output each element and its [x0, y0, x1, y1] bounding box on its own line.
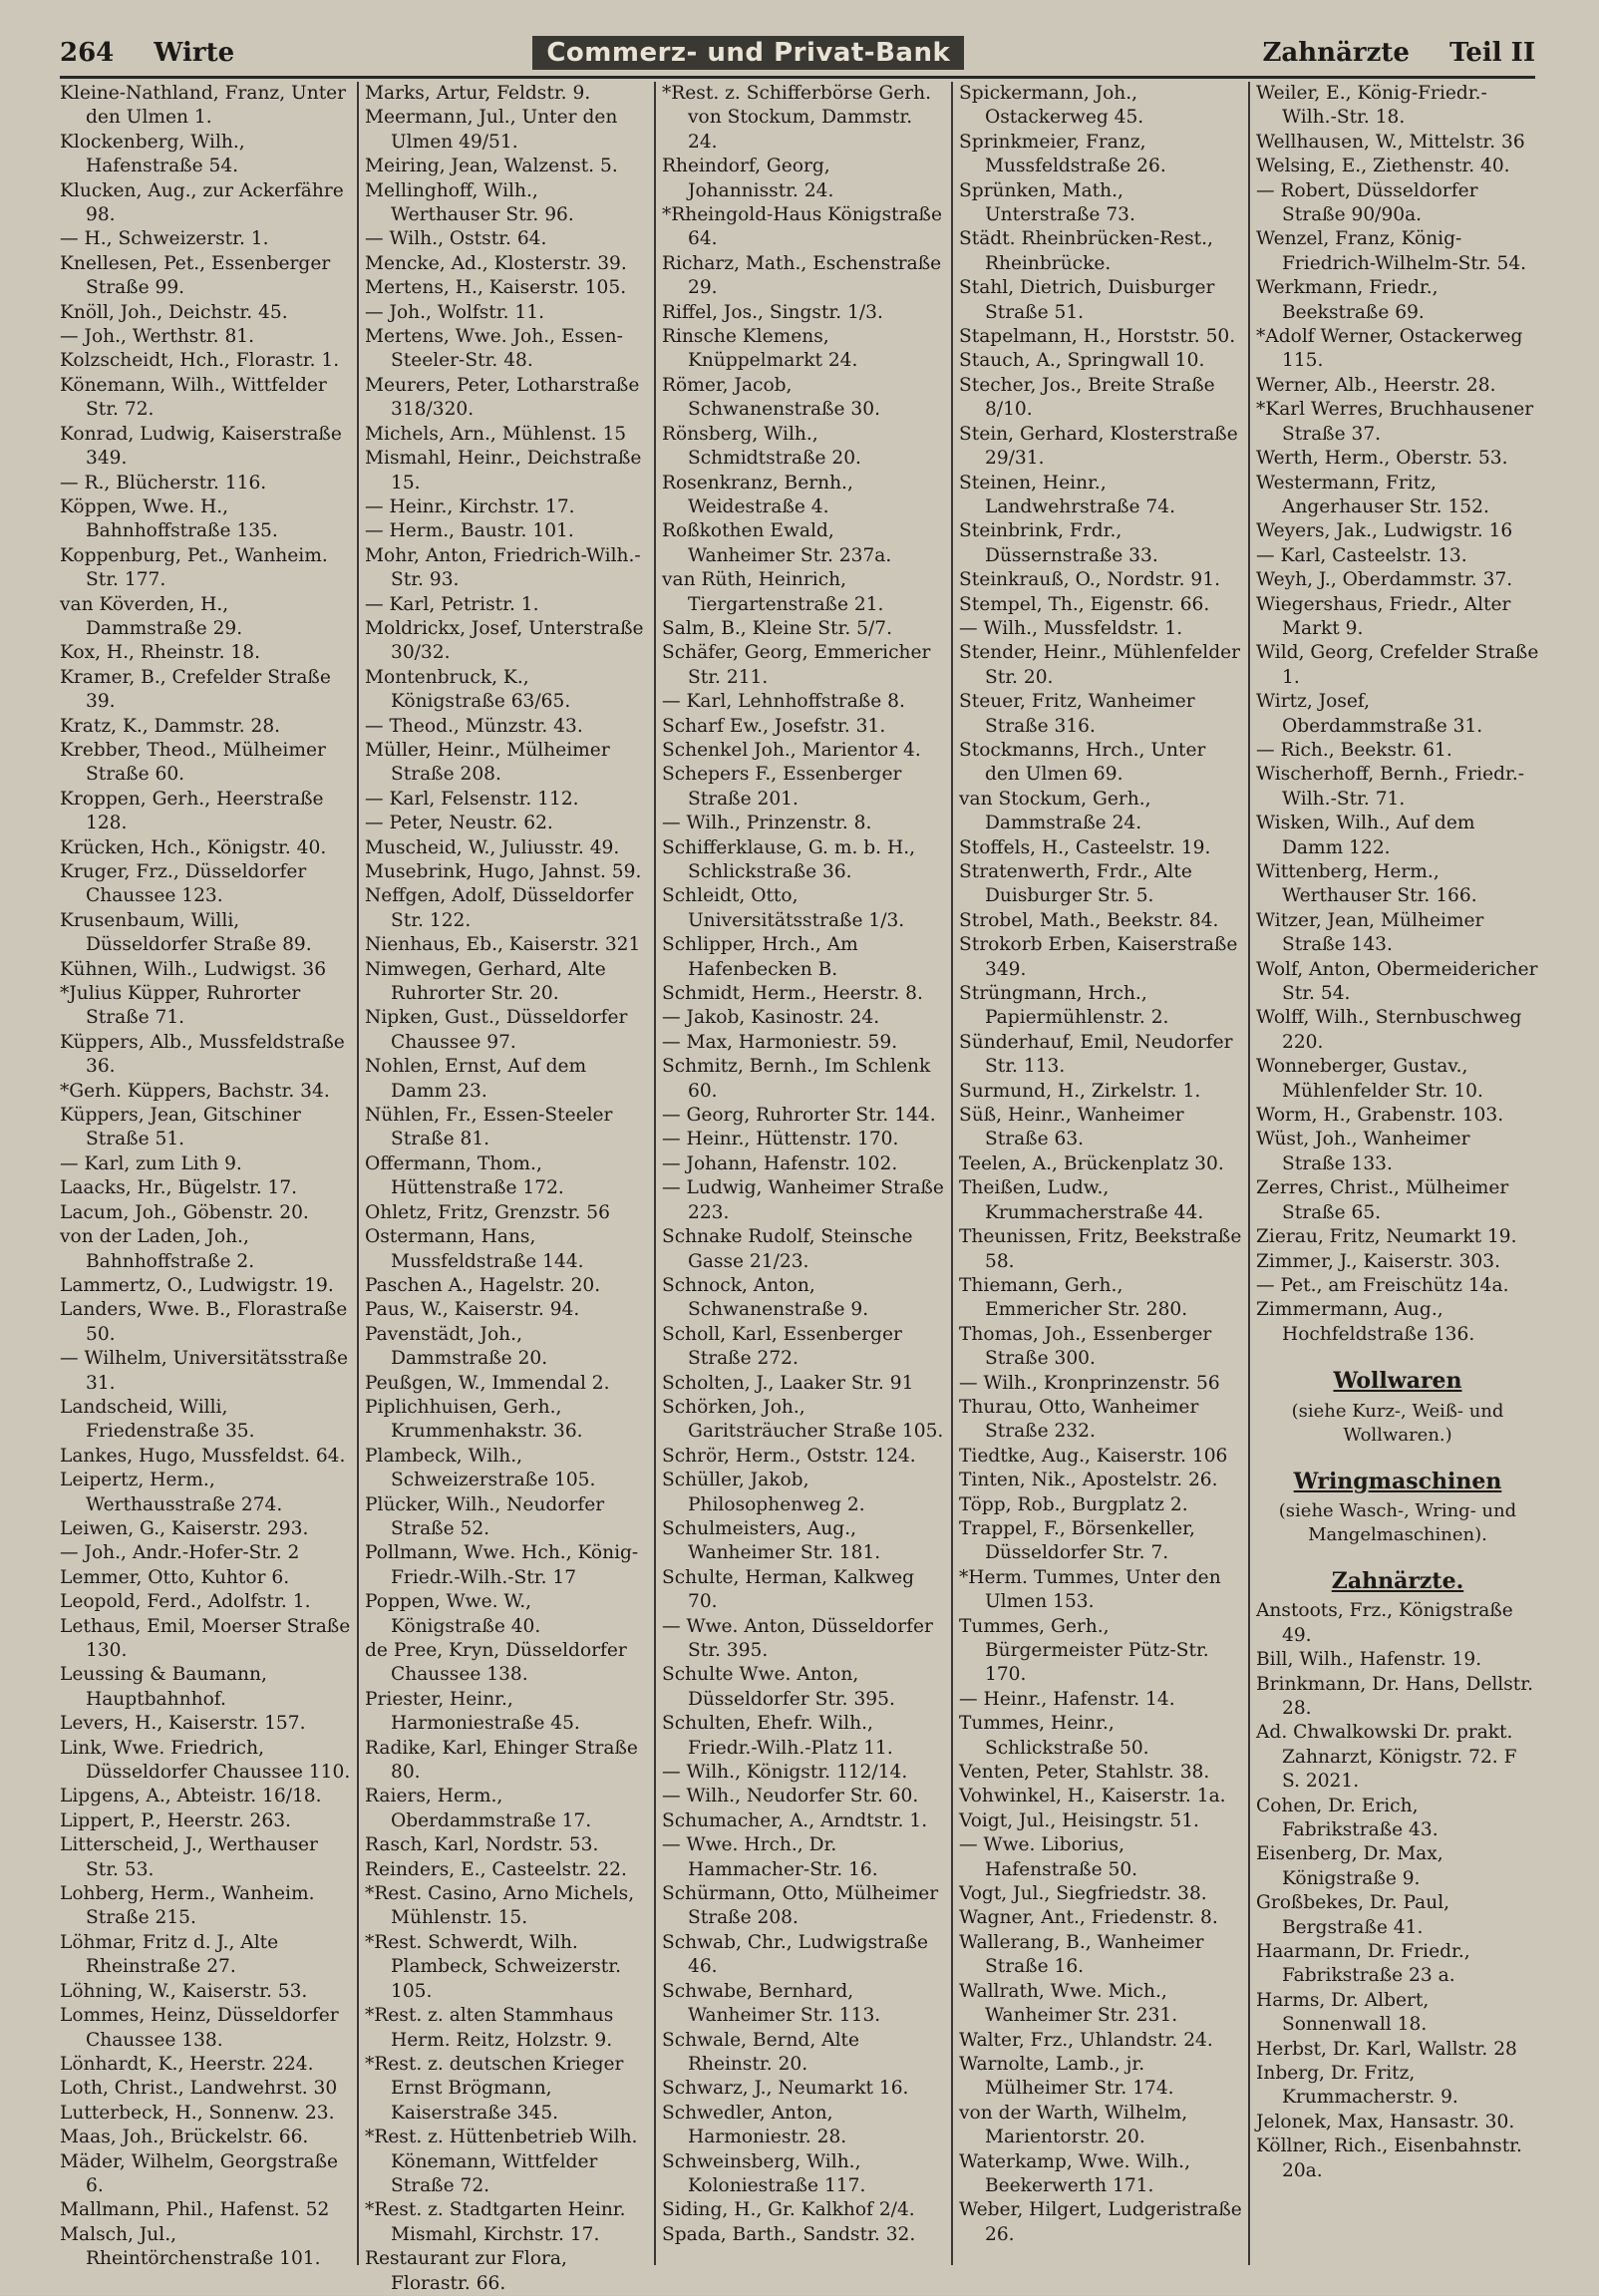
directory-entry: von der Laden, Joh., Bahnhoffstraße 2.	[60, 1226, 255, 1272]
directory-entry: Leussing & Baumann, Hauptbahnhof.	[60, 1664, 267, 1710]
directory-entry: Maas, Joh., Brückelstr. 66.	[60, 2127, 309, 2148]
directory-entry: Stoffels, H., Casteelstr. 19.	[959, 836, 1211, 858]
directory-entry: Steinen, Heinr., Landwehrstraße 74.	[959, 472, 1175, 517]
directory-entry: Theißen, Ludw., Krummacherstraße 44.	[959, 1177, 1204, 1223]
directory-entry: Schumacher, A., Arndtstr. 1.	[662, 1809, 928, 1831]
directory-entry: Moldrickx, Josef, Unterstraße 30/32.	[365, 617, 644, 664]
directory-entry: Paus, W., Kaiserstr. 94.	[365, 1299, 580, 1321]
directory-entry: Schwabe, Bernhard, Wanheimer Str. 113.	[662, 1980, 881, 2027]
directory-entry: Welsing, E., Ziethenstr. 40.	[1256, 156, 1510, 177]
directory-entry: Spada, Barth., Sandstr. 32.	[662, 2223, 916, 2245]
directory-entry: Schlipper, Hrch., Am Hafenbecken B.	[662, 934, 858, 980]
directory-entry: Tinten, Nik., Apostelstr. 26.	[959, 1470, 1218, 1491]
directory-entry: Tummes, Heinr., Schlickstraße 50.	[959, 1713, 1149, 1759]
section-name-left: Wirte	[154, 38, 235, 68]
directory-entry: Pollmann, Wwe. Hch., König-Friedr.-Wilh.-Str. 17	[365, 1542, 639, 1588]
directory-entry: Voigt, Jul., Heisingstr. 51.	[959, 1809, 1199, 1831]
directory-entry: Nimwegen, Gerhard, Alte Ruhrorter Str. 20.	[365, 958, 606, 1005]
directory-entry: Schulten, Ehefr. Wilh., Friedr.-Wilh.-Platz 11.	[662, 1713, 893, 1759]
directory-entry: Löhning, W., Kaiserstr. 53.	[60, 1980, 308, 2002]
directory-entry: *Rest. Casino, Arno Michels, Mühlenstr. 15.	[365, 1883, 635, 1929]
directory-entry: Spickermann, Joh., Ostackerweg 45.	[959, 83, 1144, 129]
directory-entry: — H., Schweizerstr. 1.	[60, 228, 269, 250]
directory-entry: Werth, Herm., Oberstr. 53.	[1256, 448, 1508, 470]
directory-entry: Kleine-Nathland, Franz, Unter den Ulmen 1.	[60, 83, 347, 129]
directory-entry: Lönhardt, K., Heerstr. 224.	[60, 2053, 314, 2075]
directory-entry: Schäfer, Georg, Emmericher Str. 211.	[662, 642, 931, 688]
directory-entry: Schulte Wwe. Anton, Düsseldorfer Str. 395.	[662, 1664, 895, 1710]
directory-entry: Raiers, Herm., Oberdammstraße 17.	[365, 1786, 592, 1831]
directory-entry: Schnake Rudolf, Steinsche Gasse 21/23.	[662, 1226, 913, 1272]
directory-entry: Wiegershaus, Friedr., Alter Markt 9.	[1256, 593, 1511, 639]
directory-entry: Lemmer, Otto, Kuhtor 6.	[60, 1566, 290, 1588]
directory-entry: Großbekes, Dr. Paul, Bergstraße 41.	[1256, 1892, 1450, 1938]
directory-entry: Michels, Arn., Mühlenst. 15	[365, 423, 627, 445]
page-header	[60, 32, 1535, 74]
directory-entry: Wischerhoff, Bernh., Friedr.-Wilh.-Str. 71.	[1256, 764, 1525, 810]
column-1	[60, 82, 357, 2270]
directory-entry: Strüngmann, Hrch., Papiermühlenstr. 2.	[959, 983, 1169, 1029]
directory-entry: Schüller, Jakob, Philosophenweg 2.	[662, 1470, 865, 1515]
directory-entry: *Julius Küpper, Ruhrorter Straße 71.	[60, 983, 301, 1029]
directory-entry: Witzer, Jean, Mülheimer Straße 143.	[1256, 909, 1484, 956]
directory-entry: Wellhausen, W., Mittelstr. 36	[1256, 131, 1525, 153]
note-wollwaren: (siehe Kurz-, Weiß- und Wollwaren.)	[1291, 1400, 1504, 1446]
directory-entry: Lommes, Heinz, Düsseldorfer Chaussee 138.	[60, 2005, 339, 2051]
directory-entry: Bill, Wilh., Hafenstr. 19.	[1256, 1649, 1482, 1671]
directory-entry: Link, Wwe. Friedrich, Düsseldorfer Chaussee 110.	[60, 1737, 351, 1784]
directory-entry: Venten, Peter, Stahlstr. 38.	[959, 1762, 1210, 1784]
dentist-entries	[1256, 1599, 1539, 2183]
directory-entry: — Max, Harmoniestr. 59.	[662, 1031, 898, 1053]
directory-entry: Schenkel Joh., Marientor 4.	[662, 739, 921, 761]
directory-entry: — Joh., Wolfstr. 11.	[365, 301, 544, 323]
directory-entry: Schifferklause, G. m. b. H., Schlickstraße 36.	[662, 836, 916, 882]
directory-entry: Jelonek, Max, Hansastr. 30.	[1256, 2111, 1515, 2132]
directory-entry: Malsch, Jul., Rheintörchenstraße 101.	[60, 2223, 321, 2270]
directory-entry: Mertens, H., Kaiserstr. 105.	[365, 277, 627, 299]
directory-entry: Steinkrauß, O., Nordstr. 91.	[959, 569, 1220, 591]
directory-entry: Walter, Frz., Uhlandstr. 24.	[959, 2029, 1213, 2051]
column-2	[357, 82, 654, 2294]
directory-entry: Scharf Ew., Josefstr. 31.	[662, 715, 886, 737]
directory-entry: Wallrath, Wwe. Mich., Wanheimer Str. 231.	[959, 1980, 1178, 2027]
directory-entry: Wenzel, Franz, König-Friedrich-Wilhelm-Str. 54.	[1256, 228, 1527, 274]
directory-entry: Restaurant zur Flora, Florastr. 66.	[365, 2248, 567, 2294]
directory-entry: Knellesen, Pet., Essenberger Straße 99.	[60, 252, 331, 299]
directory-entry: — Heinr., Hüttenstr. 170.	[662, 1129, 899, 1150]
directory-entry: Schweinsberg, Wilh., Koloniestraße 117.	[662, 2150, 866, 2196]
directory-entry: Schleidt, Otto, Universitätsstraße 1/3.	[662, 885, 905, 931]
directory-entry: Kroppen, Gerh., Heerstraße 128.	[60, 788, 324, 834]
directory-entry: Zimmermann, Aug., Hochfeldstraße 136.	[1256, 1299, 1475, 1345]
directory-entry: Mismahl, Heinr., Deichstraße 15.	[365, 448, 642, 493]
directory-entry: Harms, Dr. Albert, Sonnenwall 18.	[1256, 1989, 1430, 2036]
directory-entry: — Karl, zum Lith 9.	[60, 1152, 242, 1174]
directory-entry: Leipertz, Herm., Werthausstraße 274.	[60, 1470, 283, 1515]
directory-entry: Kolzscheidt, Hch., Florastr. 1.	[60, 350, 340, 372]
directory-entry: Wüst, Joh., Wanheimer Straße 133.	[1256, 1129, 1470, 1174]
directory-entry: — Joh., Andr.-Hofer-Str. 2	[60, 1542, 300, 1564]
directory-entry: — Karl, Lehnhoffstraße 8.	[662, 691, 905, 713]
directory-entry: Eisenberg, Dr. Max, Königstraße 9.	[1256, 1843, 1443, 1889]
directory-entry: *Karl Werres, Bruchhausener Straße 37.	[1256, 399, 1534, 445]
directory-entry: Stauch, A., Springwall 10.	[959, 350, 1205, 372]
directory-entry: *Adolf Werner, Ostackerweg 115.	[1256, 326, 1523, 372]
directory-entry: Steuer, Fritz, Wanheimer Straße 316.	[959, 691, 1195, 737]
directory-entry: Rheindorf, Georg, Johannisstr. 24.	[662, 156, 834, 201]
directory-entry: Mohr, Anton, Friedrich-Wilh.-Str. 93.	[365, 544, 641, 591]
heading-zahnaerzte: Zahnärzte.	[1331, 1567, 1464, 1594]
directory-entry: — Johann, Hafenstr. 102.	[662, 1152, 898, 1174]
directory-entry: Wirtz, Josef, Oberdammstraße 31.	[1256, 691, 1483, 737]
directory-entry: — Karl, Felsenstr. 112.	[365, 788, 579, 810]
directory-entry: Stratenwerth, Frdr., Alte Duisburger Str. 5.	[959, 861, 1192, 907]
directory-entry: Mencke, Ad., Klosterstr. 39.	[365, 252, 627, 274]
directory-entry: van Köverden, H., Dammstraße 29.	[60, 593, 243, 639]
directory-entry: Schwarz, J., Neumarkt 16.	[662, 2078, 909, 2100]
directory-entry: Vogt, Jul., Siegfriedstr. 38.	[959, 1883, 1207, 1905]
directory-entry: Lacum, Joh., Göbenstr. 20.	[60, 1201, 309, 1223]
directory-entry: Surmund, H., Zirkelstr. 1.	[959, 1080, 1201, 1102]
directory-entry: Worm, H., Grabenstr. 103.	[1256, 1105, 1504, 1127]
directory-entry: Herbst, Dr. Karl, Wallstr. 28	[1256, 2038, 1517, 2060]
column-5	[1248, 82, 1545, 2265]
directory-entry: — Heinr., Hafenstr. 14.	[959, 1688, 1175, 1710]
directory-entry: Süß, Heinr., Wanheimer Straße 63.	[959, 1105, 1184, 1150]
directory-entry: Koppenburg, Pet., Wanheim. Str. 177.	[60, 544, 328, 591]
directory-entry: — Pet., am Freischütz 14a.	[1256, 1274, 1509, 1296]
directory-entry: Schmidt, Herm., Heerstr. 8.	[662, 983, 923, 1005]
directory-entry: Löhmar, Fritz d. J., Alte Rheinstraße 27.	[60, 1931, 279, 1978]
directory-entry: Salm, B., Kleine Str. 5/7.	[662, 617, 893, 639]
directory-entry: Weyh, J., Oberdammstr. 37.	[1256, 569, 1513, 591]
directory-entry: Schörken, Joh., Garitsträucher Straße 105.	[662, 1396, 944, 1443]
column-3	[654, 82, 951, 2265]
directory-entry: Köppen, Wwe. H., Bahnhoffstraße 135.	[60, 495, 278, 542]
directory-entry: Landers, Wwe. B., Florastraße 50.	[60, 1299, 348, 1345]
directory-entry: Stecher, Jos., Breite Straße 8/10.	[959, 374, 1215, 421]
directory-entry: Köllner, Rich., Eisenbahnstr. 20a.	[1256, 2135, 1522, 2181]
directory-entry: Tummes, Gerh., Bürgermeister Pütz-Str. 170.	[959, 1615, 1209, 1686]
directory-entry: Strobel, Math., Beekstr. 84.	[959, 909, 1219, 931]
directory-entry: Inberg, Dr. Fritz, Krummacherstr. 9.	[1256, 2063, 1458, 2109]
directory-entry: van Stockum, Gerh., Dammstraße 24.	[959, 788, 1151, 834]
directory-entry: Lohberg, Herm., Wanheim. Straße 215.	[60, 1883, 315, 1929]
directory-entry: Schulmeisters, Aug., Wanheimer Str. 181.	[662, 1517, 881, 1564]
directory-entry: Römer, Jacob, Schwanenstraße 30.	[662, 374, 880, 421]
directory-entry: — Wilh., Neudorfer Str. 60.	[662, 1786, 919, 1807]
directory-entry: Meurers, Peter, Lotharstraße 318/320.	[365, 374, 640, 421]
directory-entry: Sprünken, Math., Unterstraße 73.	[959, 179, 1135, 226]
directory-entry: Mäder, Wilhelm, Georgstraße 6.	[60, 2150, 339, 2196]
directory-entry: Könemann, Wilh., Wittfelder Str. 72.	[60, 374, 327, 421]
directory-entry: Kruger, Frz., Düsseldorfer Chaussee 123.	[60, 861, 307, 907]
directory-entry: Stein, Gerhard, Klosterstraße 29/31.	[959, 423, 1238, 470]
directory-entry: *Rest. z. Hüttenbetrieb Wilh. Könemann, Wittfelder Straße 72.	[365, 2127, 638, 2196]
directory-entry: — Wilhelm, Universitätsstraße 31.	[60, 1348, 349, 1394]
directory-entry: Stender, Heinr., Mühlenfelder Str. 20.	[959, 642, 1241, 688]
directory-entry: Nienhaus, Eb., Kaiserstr. 321	[365, 934, 641, 956]
bank-banner: Commerz- und Privat-Bank	[532, 36, 964, 70]
column-4	[951, 82, 1248, 2265]
directory-entry: Schmitz, Bernh., Im Schlenk 60.	[662, 1056, 931, 1102]
directory-entry: — Joh., Werthstr. 81.	[60, 326, 255, 348]
directory-entry: Muscheid, W., Juliusstr. 49.	[365, 836, 620, 858]
directory-entry: — Jakob, Kasinostr. 24.	[662, 1007, 880, 1029]
directory-entry: Zierau, Fritz, Neumarkt 19.	[1256, 1226, 1517, 1248]
directory-entry: *Rest. Schwerdt, Wilh. Plambeck, Schweizerstr. 105.	[365, 1931, 622, 2002]
directory-entry: Lippert, P., Heerstr. 263.	[60, 1809, 291, 1831]
column-5-entries	[1256, 82, 1539, 1347]
directory-entry: — Wilh., Prinzenstr. 8.	[662, 813, 872, 834]
directory-entry: Litterscheid, J., Werthauser Str. 53.	[60, 1834, 318, 1880]
directory-entry: *Rest. z. alten Stammhaus Herm. Reitz, Holzstr. 9.	[365, 2005, 614, 2051]
directory-entry: Stockmanns, Hrch., Unter den Ulmen 69.	[959, 739, 1206, 786]
directory-entry: — R., Blücherstr. 116.	[60, 472, 267, 493]
directory-entry: Musebrink, Hugo, Jahnst. 59.	[365, 861, 642, 882]
note-wringmaschinen: (siehe Wasch-, Wring- und Mangelmaschinen).	[1278, 1499, 1517, 1545]
directory-entry: *Herm. Tummes, Unter den Ulmen 153.	[959, 1566, 1221, 1613]
directory-entry: — Herm., Baustr. 101.	[365, 520, 574, 542]
directory-entry: Pavenstädt, Joh., Dammstraße 20.	[365, 1323, 548, 1370]
directory-entry: Rönsberg, Wilh., Schmidtstraße 20.	[662, 423, 861, 470]
directory-entry: Weyers, Jak., Ludwigstr. 16	[1256, 520, 1513, 542]
directory-entry: — Robert, Düsseldorfer Straße 90/90a.	[1256, 179, 1478, 226]
directory-entry: Werner, Alb., Heerstr. 28.	[1256, 374, 1496, 396]
directory-entry: Riffel, Jos., Singstr. 1/3.	[662, 301, 883, 323]
directory-entry: Wonneberger, Gustav., Mühlenfelder Str. 10.	[1256, 1056, 1483, 1102]
header-rule	[60, 76, 1535, 79]
directory-entry: Nohlen, Ernst, Auf dem Damm 23.	[365, 1056, 587, 1102]
directory-entry: Offermann, Thom., Hüttenstraße 172.	[365, 1152, 564, 1199]
directory-entry: Mellinghoff, Wilh., Werthauser Str. 96.	[365, 179, 574, 226]
directory-entry: Neffgen, Adolf, Düsseldorfer Str. 122.	[365, 885, 634, 931]
directory-entry: Plambeck, Wilh., Schweizerstraße 105.	[365, 1445, 596, 1491]
directory-entry: Sprinkmeier, Franz, Mussfeldstraße 26.	[959, 131, 1166, 177]
directory-entry: Werkmann, Friedr., Beekstraße 69.	[1256, 277, 1439, 323]
directory-entry: — Wilh., Mussfeldstr. 1.	[959, 617, 1183, 639]
directory-entry: — Wwe. Liborius, Hafenstraße 50.	[959, 1834, 1138, 1880]
directory-entry: Loth, Christ., Landwehrst. 30	[60, 2078, 338, 2100]
directory-entry: Landscheid, Willi, Friedenstraße 35.	[60, 1396, 255, 1443]
directory-entry: Krücken, Hch., Königstr. 40.	[60, 836, 327, 858]
directory-entry: Krebber, Theod., Mülheimer Straße 60.	[60, 739, 326, 786]
directory-entry: Meermann, Jul., Unter den Ulmen 49/51.	[365, 107, 618, 153]
directory-entry: *Rest. z. deutschen Krieger Ernst Brögmann, Kaiserstraße 345.	[365, 2053, 624, 2124]
directory-entry: Radike, Karl, Ehinger Straße 80.	[365, 1737, 638, 1784]
directory-entry: Waterkamp, Wwe. Wilh., Beekerwerth 171.	[959, 2150, 1190, 2196]
directory-entry: Thiemann, Gerh., Emmericher Str. 280.	[959, 1274, 1188, 1321]
directory-entry: Warnolte, Lamb., jr. Mülheimer Str. 174.	[959, 2053, 1174, 2100]
directory-entry: Weber, Hilgert, Ludgeristraße 26.	[959, 2199, 1242, 2245]
directory-entry: Rasch, Karl, Nordstr. 53.	[365, 1834, 599, 1856]
directory-entry: Brinkmann, Dr. Hans, Dellstr. 28.	[1256, 1673, 1534, 1719]
directory-entry: — Peter, Neustr. 62.	[365, 813, 553, 834]
directory-entry: Thurau, Otto, Wanheimer Straße 232.	[959, 1396, 1199, 1443]
directory-entry: Schrör, Herm., Oststr. 124.	[662, 1445, 916, 1467]
directory-entry: Richarz, Math., Eschenstraße 29.	[662, 252, 942, 299]
directory-entry: Paschen A., Hagelstr. 20.	[365, 1274, 601, 1296]
directory-entry: Schwedler, Anton, Harmoniestr. 28.	[662, 2102, 847, 2148]
directory-entry: Kramer, B., Crefelder Straße 39.	[60, 666, 331, 713]
directory-entry: Wallerang, B., Wanheimer Straße 16.	[959, 1931, 1204, 1978]
directory-entry: Kühnen, Wilh., Ludwigst. 36	[60, 958, 327, 980]
directory-entry: — Georg, Ruhrorter Str. 144.	[662, 1105, 936, 1127]
directory-entry: von der Warth, Wilhelm, Marientorstr. 20.	[959, 2102, 1188, 2148]
directory-entry: Wolff, Wilh., Sternbuschweg 220.	[1256, 1007, 1522, 1053]
directory-entry: de Pree, Kryn, Düsseldorfer Chaussee 138.	[365, 1640, 627, 1686]
directory-entry: Stapelmann, H., Horststr. 50.	[959, 326, 1236, 348]
directory-entry: Küppers, Jean, Gitschiner Straße 51.	[60, 1105, 301, 1150]
directory-entry: Weiler, E., König-Friedr.-Wilh.-Str. 18.	[1256, 83, 1487, 129]
directory-entry: Kox, H., Rheinstr. 18.	[60, 642, 260, 664]
directory-entry: Plücker, Wilh., Neudorfer Straße 52.	[365, 1493, 605, 1539]
directory-entry: Nipken, Gust., Düsseldorfer Chaussee 97.	[365, 1007, 628, 1053]
directory-entry: — Wilh., Königstr. 112/14.	[662, 1762, 908, 1784]
directory-entry: Schnock, Anton, Schwanenstraße 9.	[662, 1274, 869, 1321]
directory-entry: Ohletz, Fritz, Grenzstr. 56	[365, 1201, 610, 1223]
directory-entry: — Ludwig, Wanheimer Straße 223.	[662, 1177, 944, 1223]
directory-entry: Ad. Chwalkowski Dr. prakt. Zahnarzt, Königstr. 72. F S. 2021.	[1256, 1722, 1517, 1793]
directory-entry: — Theod., Münzstr. 43.	[365, 715, 583, 737]
directory-entry: *Rest. z. Stadtgarten Heinr. Mismahl, Kirchstr. 17.	[365, 2199, 626, 2245]
directory-entry: Steinbrink, Frdr., Düssernstraße 33.	[959, 520, 1158, 566]
directory-entry: Scholten, J., Laaker Str. 91	[662, 1372, 914, 1394]
directory-entry: Nühlen, Fr., Essen-Steeler Straße 81.	[365, 1105, 613, 1150]
directory-entry: Müller, Heinr., Mülheimer Straße 208.	[365, 739, 610, 786]
directory-entry: Piplichhuisen, Gerh., Krummenhakstr. 36.	[365, 1396, 583, 1443]
directory-entry: Leopold, Ferd., Adolfstr. 1.	[60, 1591, 311, 1613]
directory-entry: Stahl, Dietrich, Duisburger Straße 51.	[959, 277, 1215, 323]
directory-entry: Priester, Heinr., Harmoniestraße 45.	[365, 1688, 580, 1735]
directory-entry: Peußgen, W., Immendal 2.	[365, 1372, 610, 1394]
directory-entry: — Wwe. Anton, Düsseldorfer Str. 395.	[662, 1615, 933, 1661]
directory-entry: Levers, H., Kaiserstr. 157.	[60, 1713, 306, 1735]
directory-entry: Theunissen, Fritz, Beekstraße 58.	[959, 1226, 1242, 1272]
directory-entry: *Rest. z. Schifferbörse Gerh. von Stockum, Dammstr. 24.	[662, 83, 931, 153]
directory-entry: Meiring, Jean, Walzenst. 5.	[365, 156, 618, 177]
directory-entry: Roßkothen Ewald, Wanheimer Str. 237a.	[662, 520, 892, 566]
directory-entry: — Karl, Petristr. 1.	[365, 593, 539, 615]
directory-entry: Mallmann, Phil., Hafenst. 52	[60, 2199, 330, 2221]
directory-entry: van Rüth, Heinrich, Tiergartenstraße 21.	[662, 569, 884, 615]
directory-entry: Tiedtke, Aug., Kaiserstr. 106	[959, 1445, 1228, 1467]
directory-entry: Lipgens, A., Abteistr. 16/18.	[60, 1786, 322, 1807]
directory-entry: Lethaus, Emil, Moerser Straße 130.	[60, 1615, 351, 1661]
directory-entry: — Wilh., Oststr. 64.	[365, 228, 547, 250]
directory-entry: Konrad, Ludwig, Kaiserstraße 349.	[60, 423, 342, 470]
page-number: 264	[60, 38, 115, 68]
directory-entry: Anstoots, Frz., Königstraße 49.	[1256, 1600, 1513, 1646]
header-right	[1262, 38, 1535, 68]
heading-wollwaren: Wollwaren	[1333, 1368, 1462, 1395]
directory-entry: Wild, Georg, Crefelder Straße 1.	[1256, 642, 1539, 688]
directory-entry: Schürmann, Otto, Mülheimer Straße 208.	[662, 1883, 939, 1929]
directory-entry: Wolf, Anton, Obermeidericher Str. 54.	[1256, 958, 1538, 1005]
columns	[60, 82, 1545, 2294]
directory-entry: Wagner, Ant., Friedenstr. 8.	[959, 1907, 1218, 1929]
directory-entry: Siding, H., Gr. Kalkhof 2/4.	[662, 2199, 915, 2221]
directory-entry: Küppers, Alb., Mussfeldstraße 36.	[60, 1031, 345, 1078]
directory-entry: Rosenkranz, Bernh., Weidestraße 4.	[662, 472, 853, 517]
directory-entry: Mertens, Wwe. Joh., Essen-Steeler-Str. 48.	[365, 326, 623, 372]
directory-entry: Schwab, Chr., Ludwigstraße 46.	[662, 1931, 929, 1978]
directory-entry: Wittenberg, Herm., Werthauser Str. 166.	[1256, 861, 1477, 907]
directory-entry: Rinsche Klemens, Knüppelmarkt 24.	[662, 326, 858, 372]
directory-entry: Klucken, Aug., zur Ackerfähre 98.	[60, 179, 344, 226]
directory-entry: Schepers F., Essenberger Straße 201.	[662, 764, 902, 810]
directory-entry: Teelen, A., Brückenplatz 30.	[959, 1152, 1224, 1174]
directory-entry: Klockenberg, Wilh., Hafenstraße 54.	[60, 131, 245, 177]
directory-entry: Zimmer, J., Kaiserstr. 303.	[1256, 1250, 1500, 1272]
directory-entry: — Heinr., Kirchstr. 17.	[365, 495, 575, 517]
directory-entry: Kratz, K., Dammstr. 28.	[60, 715, 281, 737]
directory-entry: Thomas, Joh., Essenberger Straße 300.	[959, 1323, 1212, 1370]
directory-entry: Schwale, Bernd, Alte Rheinstr. 20.	[662, 2029, 860, 2075]
part-label: Teil II	[1448, 38, 1535, 68]
directory-entry: Knöll, Joh., Deichstr. 45.	[60, 301, 288, 323]
header-left	[60, 38, 234, 68]
directory-entry: Westermann, Fritz, Angerhauser Str. 152.	[1256, 472, 1489, 517]
directory-entry: Schulte, Herman, Kalkweg 70.	[662, 1566, 914, 1613]
directory-entry: Ostermann, Hans, Mussfeldstraße 144.	[365, 1226, 584, 1272]
directory-entry: Marks, Artur, Feldstr. 9.	[365, 83, 591, 104]
directory-entry: Töpp, Rob., Burgplatz 2.	[959, 1493, 1188, 1515]
directory-entry: Stempel, Th., Eigenstr. 66.	[959, 593, 1210, 615]
directory-entry: Reinders, E., Casteelstr. 22.	[365, 1858, 627, 1880]
directory-entry: *Gerh. Küppers, Bachstr. 34.	[60, 1080, 330, 1102]
directory-entry: Vohwinkel, H., Kaiserstr. 1a.	[959, 1786, 1226, 1807]
directory-entry: Haarmann, Dr. Friedr., Fabrikstraße 23 a.	[1256, 1941, 1470, 1987]
directory-entry: — Wwe. Hrch., Dr. Hammacher-Str. 16.	[662, 1834, 878, 1880]
directory-entry: Sünderhauf, Emil, Neudorfer Str. 113.	[959, 1031, 1233, 1078]
directory-entry: *Rheingold-Haus Königstraße 64.	[662, 204, 942, 250]
section-name-right: Zahnärzte	[1262, 38, 1410, 68]
directory-entry: Wisken, Wilh., Auf dem Damm 122.	[1256, 813, 1475, 858]
directory-entry: Scholl, Karl, Essenberger Straße 272.	[662, 1323, 902, 1370]
directory-entry: — Karl, Casteelstr. 13.	[1256, 544, 1467, 566]
directory-entry: Laacks, Hr., Bügelstr. 17.	[60, 1177, 298, 1199]
directory-entry: Städt. Rheinbrücken-Rest., Rheinbrücke.	[959, 228, 1213, 274]
directory-entry: Lammertz, O., Ludwigstr. 19.	[60, 1274, 334, 1296]
directory-entry: Krusenbaum, Willi, Düsseldorfer Straße 89.	[60, 909, 312, 956]
directory-entry: Poppen, Wwe. W., Königstraße 40.	[365, 1591, 541, 1637]
directory-entry: Lankes, Hugo, Mussfeldst. 64.	[60, 1445, 346, 1467]
directory-entry: Lutterbeck, H., Sonnenw. 23.	[60, 2102, 335, 2124]
directory-entry: Leiwen, G., Kaiserstr. 293.	[60, 1517, 309, 1539]
directory-entry: — Rich., Beekstr. 61.	[1256, 739, 1452, 761]
directory-entry: — Wilh., Kronprinzenstr. 56	[959, 1372, 1220, 1394]
directory-entry: Montenbruck, K., Königstraße 63/65.	[365, 666, 571, 713]
directory-entry: Cohen, Dr. Erich, Fabrikstraße 43.	[1256, 1795, 1439, 1840]
directory-entry: Strokorb Erben, Kaiserstraße 349.	[959, 934, 1238, 980]
directory-entry: Trappel, F., Börsenkeller, Düsseldorfer Str. 7.	[959, 1517, 1195, 1564]
heading-wringmaschinen: Wringmaschinen	[1293, 1468, 1502, 1494]
directory-entry: Zerres, Christ., Mülheimer Straße 65.	[1256, 1177, 1509, 1223]
